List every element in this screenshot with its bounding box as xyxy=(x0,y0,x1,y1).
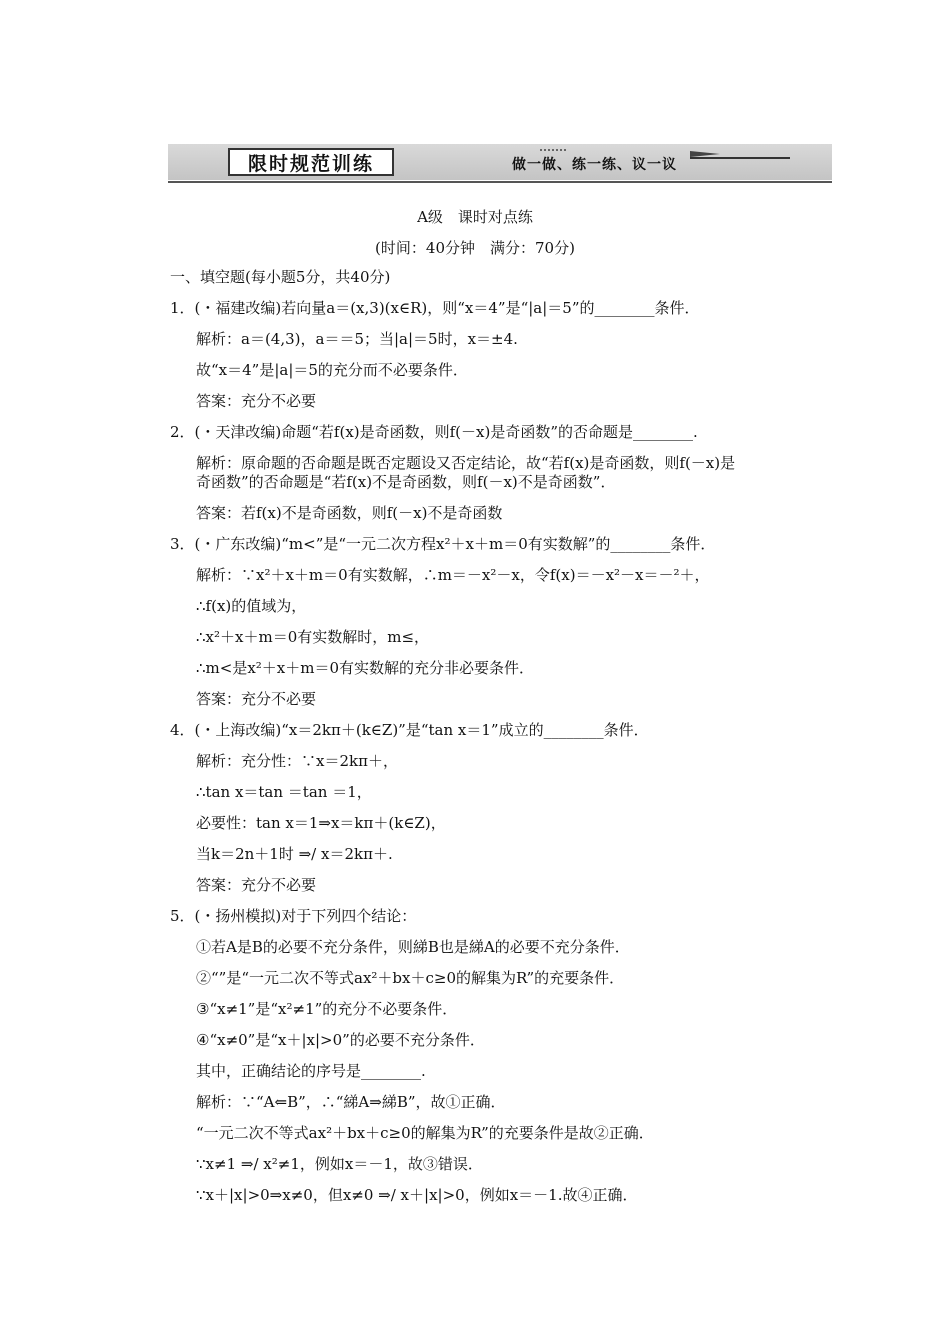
answer-line: ∵x＋|x|>0⇒x≠0，但x≠0 ⇒/ x＋|x|>0，例如x＝－1.故④正确． xyxy=(196,1186,638,1204)
section-heading: 一、填空题(每小题5分，共40分) xyxy=(170,268,391,286)
question-line: 4．(・上海改编)“x＝2kπ＋(k∈Z)”是“tan x＝1”成立的________条件． xyxy=(170,721,649,739)
answer-line: 解析：原命题的否命题是既否定题设又否定结论，故“若f(x)是奇函数，则f(－x)是 xyxy=(196,454,736,472)
answer-line: ①若A是B的必要不充分条件，则綈B也是綈A的必要不充分条件． xyxy=(196,938,630,956)
level-heading: A级 课时对点练 xyxy=(417,208,533,226)
answer-line: 奇函数”的否命题是“若f(x)不是奇函数，则f(－x)不是奇函数”． xyxy=(196,473,616,491)
answer-line: ∵x≠1 ⇒/ x²≠1，例如x＝－1，故③错误． xyxy=(196,1155,483,1173)
answer-line: ∴f(x)的值域为， xyxy=(196,597,307,615)
header-slogan: 做一做、练一练、议一议 xyxy=(512,157,677,173)
answer-line: 必要性：tan x＝1⇒x＝kπ＋(k∈Z)， xyxy=(196,814,446,832)
banner-rule xyxy=(168,181,832,183)
question-line: 3．(・广东改编)“m<”是“一元二次方程x²＋x＋m＝0有实数解”的________条件． xyxy=(170,535,716,553)
question-line: 1．(・福建改编)若向量a＝(x,3)(x∈R)，则“x＝4”是“|a|＝5”的________条件． xyxy=(170,299,700,317)
answer-line: ∴m<是x²＋x＋m＝0有实数解的充分非必要条件． xyxy=(196,659,535,677)
header-title: 限时规范训练 xyxy=(228,148,394,176)
answer-line: ②“”是“一元二次不等式ax²＋bx＋c≥0的解集为R”的充要条件． xyxy=(196,969,625,987)
answer-line: 答案：若f(x)不是奇函数，则f(－x)不是奇函数 xyxy=(196,504,503,522)
answer-line: 答案：充分不必要 xyxy=(196,690,317,708)
banner-dots xyxy=(540,149,566,151)
banner-line xyxy=(690,157,790,159)
answer-line: 解析：∵“A⇐B”，∴“綈A⇒綈B”，故①正确． xyxy=(196,1093,506,1111)
answer-line: 故“x＝4”是|a|＝5的充分而不必要条件． xyxy=(196,361,468,379)
answer-line: 答案：充分不必要 xyxy=(196,876,317,894)
answer-line: ③“x≠1”是“x²≠1”的充分不必要条件． xyxy=(196,1000,458,1018)
answer-line: 解析：a＝(4,3)，a＝＝5；当|a|＝5时，x＝±4. xyxy=(196,330,518,348)
answer-line: 解析：充分性：∵x＝2kπ＋， xyxy=(196,752,398,770)
answer-line: 答案：充分不必要 xyxy=(196,392,317,410)
question-line: 5．(・扬州模拟)对于下列四个结论： xyxy=(170,907,417,925)
answer-line: 当k＝2n＋1时 ⇒/ x＝2kπ＋. xyxy=(196,845,393,863)
question-line: 2．(・天津改编)命题“若f(x)是奇函数，则f(－x)是奇函数”的否命题是________. xyxy=(170,423,698,441)
time-score-info: (时间：40分钟 满分：70分) xyxy=(375,239,575,257)
answer-line: “一元二次不等式ax²＋bx＋c≥0的解集为R”的充要条件是故②正确． xyxy=(196,1124,654,1142)
answer-line: 解析：∵x²＋x＋m＝0有实数解，∴m＝－x²－x，令f(x)＝－x²－x＝－²＋， xyxy=(196,566,710,584)
answer-line: ∴tan x＝tan ＝tan ＝1， xyxy=(196,783,372,801)
answer-line: ∴x²＋x＋m＝0有实数解时，m≤， xyxy=(196,628,430,646)
answer-line: 其中，正确结论的序号是________. xyxy=(196,1062,426,1080)
answer-line: ④“x≠0”是“x＋|x|>0”的必要不充分条件． xyxy=(196,1031,485,1049)
